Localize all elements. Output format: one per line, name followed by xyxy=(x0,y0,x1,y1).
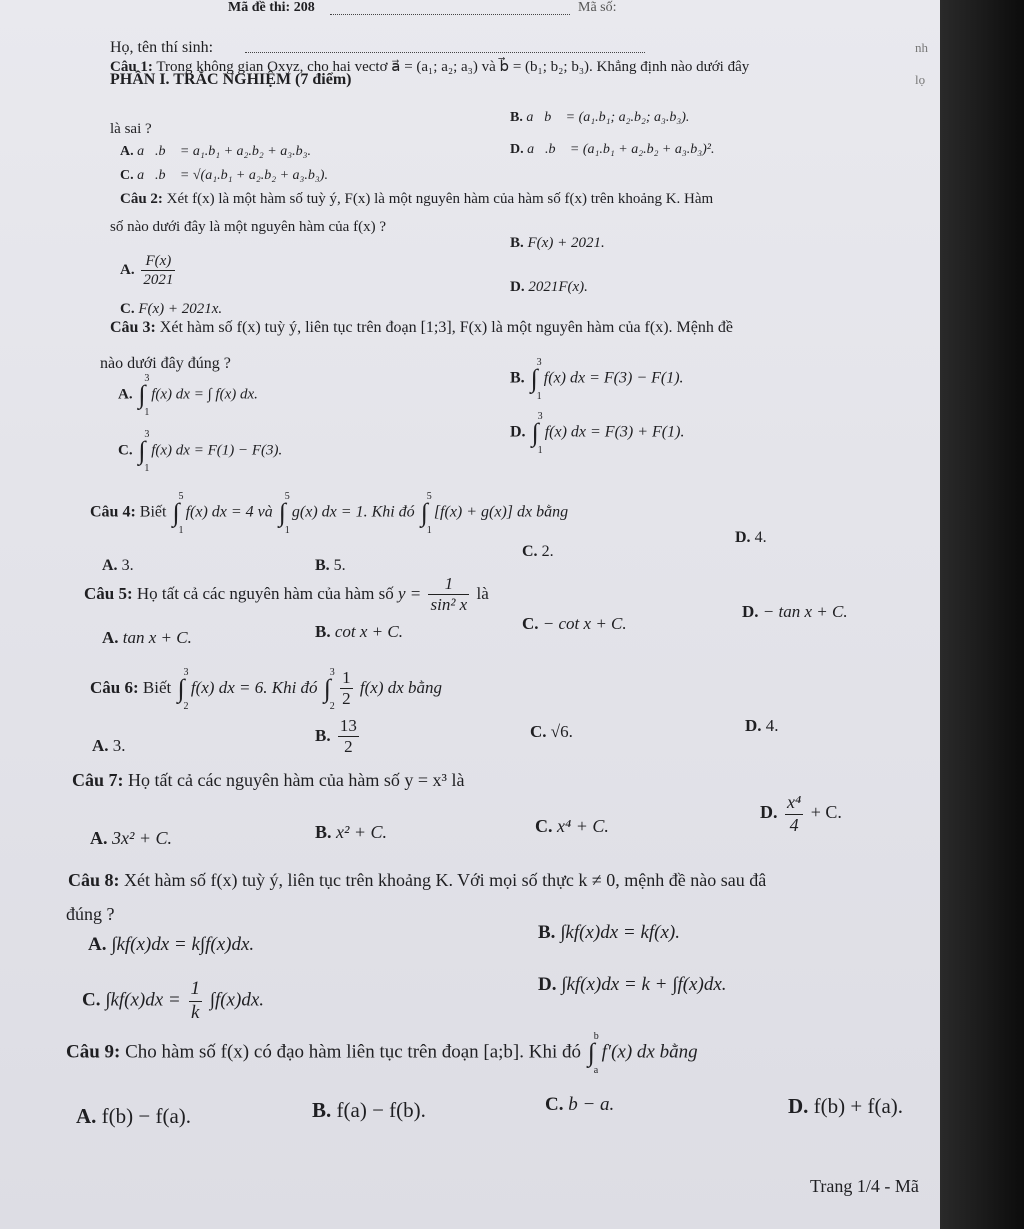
option-letter: A. xyxy=(88,934,107,955)
question-label: Câu 6: xyxy=(90,677,139,697)
upper-limit: 3 xyxy=(144,373,150,384)
header-dotted-line xyxy=(330,14,570,15)
part-title: PHẦN I. TRẮC NGHIỆM (7 điểm) xyxy=(110,71,352,88)
option-letter: D. xyxy=(742,602,759,621)
option-text: f(x) dx = F(3) − F(1). xyxy=(543,369,684,387)
integral-sign: ∫ 5 1 xyxy=(172,491,184,536)
exam-code: Mã đề thi: 208 xyxy=(228,0,315,15)
lower-limit: 1 xyxy=(284,525,290,536)
question-text: Xét hàm số f(x) tuỳ ý, liên tục trên khoảng K. Với mọi số thực k ≠ 0, mệnh đề nào sau đâ xyxy=(124,870,767,890)
q3-option-d[interactable] xyxy=(510,411,685,456)
option-letter: A. xyxy=(102,628,119,647)
q7-option-a[interactable] xyxy=(90,828,172,850)
option-text: F(x) + 2021. xyxy=(527,235,605,251)
option-text: a⃗.b⃗ = a₁.b₁ + a₂.b₂ + a₃.b₃. xyxy=(137,144,311,159)
q4-option-d[interactable] xyxy=(735,528,767,547)
upper-limit: 3 xyxy=(536,357,542,368)
q5-option-a[interactable] xyxy=(102,628,192,648)
q4-option-b[interactable] xyxy=(315,556,346,575)
q6-option-a[interactable] xyxy=(92,736,126,756)
option-letter: A. xyxy=(118,386,133,403)
option-text: f(a) − f(b). xyxy=(336,1098,426,1122)
option-letter: C. xyxy=(535,816,553,836)
question-7-stem xyxy=(72,770,464,792)
q4-option-a[interactable] xyxy=(102,556,134,575)
q9-option-b[interactable] xyxy=(312,1098,426,1123)
option-text: 3. xyxy=(112,736,126,755)
question-text: Họ tất cả các nguyên hàm của hàm số xyxy=(136,583,394,603)
q9-option-d[interactable] xyxy=(788,1094,903,1119)
upper-limit: 3 xyxy=(329,666,335,678)
name-label: Họ, tên thí sinh: xyxy=(110,39,214,56)
question-label: Câu 5: xyxy=(84,583,133,603)
option-letter: D. xyxy=(788,1094,809,1118)
option-letter: D. xyxy=(510,142,524,157)
q7-option-b[interactable] xyxy=(315,822,387,844)
question-6-stem xyxy=(90,668,442,710)
option-letter: D. xyxy=(735,529,751,546)
q6-option-d[interactable] xyxy=(745,716,779,736)
option-text: ∫f(x)dx. xyxy=(209,989,265,1011)
fraction-denominator: sin² x xyxy=(430,595,468,615)
fraction-denominator: k xyxy=(191,1001,200,1023)
question-label: Câu 9: xyxy=(66,1041,121,1063)
fraction-denominator: 2021 xyxy=(143,272,174,288)
option-text: + C. xyxy=(810,802,842,823)
question-2-stem xyxy=(120,190,713,208)
option-text: ∫kf(x)dx = k + ∫f(x)dx. xyxy=(561,974,727,995)
option-letter: B. xyxy=(315,822,332,842)
option-letter: B. xyxy=(315,622,331,641)
question-text: f(x) dx = 4 và xyxy=(185,503,273,521)
fraction-numerator: 1 xyxy=(340,668,353,689)
option-text: 5. xyxy=(333,557,346,574)
q2-option-c[interactable] xyxy=(120,300,222,318)
option-letter: C. xyxy=(545,1094,564,1115)
option-letter: C. xyxy=(530,722,547,741)
option-text: 4. xyxy=(765,716,779,735)
option-text: a⃗b⃗ = (a₁.b₁; a₂.b₂; a₃.b₃). xyxy=(526,110,690,125)
option-text: b − a. xyxy=(568,1094,615,1115)
option-letter: B. xyxy=(312,1098,332,1122)
fraction-numerator: x⁴ xyxy=(785,792,803,815)
option-letter: A. xyxy=(90,828,108,848)
integral-sign: ∫ 3 1 xyxy=(531,411,543,456)
q6-option-c[interactable] xyxy=(530,722,573,742)
option-letter: B. xyxy=(315,557,330,574)
q5-option-b[interactable] xyxy=(315,622,403,642)
option-letter: C. xyxy=(118,442,133,459)
question-text: là xyxy=(476,583,489,603)
q1-option-a[interactable] xyxy=(120,144,311,161)
option-letter: A. xyxy=(102,557,118,574)
q2-option-b[interactable] xyxy=(510,234,605,252)
option-text: f(b) − f(a). xyxy=(101,1104,192,1128)
question-text: Biết xyxy=(142,677,172,697)
fraction-numerator: 1 xyxy=(428,574,469,595)
q2-option-a[interactable] xyxy=(120,252,178,289)
side-note: lọ xyxy=(915,72,926,87)
question-4-stem xyxy=(90,491,569,536)
code-label: Mã số: xyxy=(578,0,617,15)
q4-option-c[interactable] xyxy=(522,542,554,561)
option-letter: A. xyxy=(120,261,135,278)
option-text: ∫kf(x)dx = xyxy=(105,989,181,1011)
integral-sign: ∫ 3 1 xyxy=(138,429,150,474)
upper-limit: b xyxy=(593,1031,599,1042)
option-text: 4. xyxy=(754,529,767,546)
question-5-stem xyxy=(84,574,489,616)
question-1-stem xyxy=(110,58,749,76)
fraction-denominator: 2 xyxy=(344,737,353,757)
lower-limit: a xyxy=(593,1065,599,1076)
option-letter: C. xyxy=(522,543,538,560)
q7-option-d[interactable] xyxy=(760,792,842,836)
option-letter: B. xyxy=(538,922,556,943)
option-text: − tan x + C. xyxy=(762,602,848,621)
upper-limit: 5 xyxy=(178,491,184,502)
page-number: Trang 1/4 - Mã xyxy=(810,1176,919,1196)
q9-option-a[interactable] xyxy=(76,1104,191,1129)
q1-option-d[interactable] xyxy=(510,142,714,159)
question-label: Câu 7: xyxy=(72,770,124,790)
question-9-stem xyxy=(66,1031,698,1076)
option-text: f(x) dx = F(3) + F(1). xyxy=(544,423,685,441)
lower-limit: 1 xyxy=(537,445,543,456)
option-letter: B. xyxy=(510,369,525,387)
question-3-stem xyxy=(110,318,733,337)
option-letter: C. xyxy=(82,989,101,1011)
question-2-stem-2: số nào dưới đây là một nguyên hàm của f(x) ? xyxy=(110,219,386,235)
integral-sign: ∫ 3 1 xyxy=(138,373,150,418)
option-letter: C. xyxy=(120,168,134,183)
option-text: f(x) dx = ∫ f(x) dx. xyxy=(151,386,258,403)
option-text: f(x) dx = F(1) − F(3). xyxy=(151,442,283,459)
option-text: 2021F(x). xyxy=(528,279,588,295)
fraction-numerator: 1 xyxy=(189,978,203,1002)
q1-option-c[interactable] xyxy=(120,168,328,185)
lower-limit: 1 xyxy=(144,463,150,474)
function-lhs: y = xyxy=(397,583,422,603)
q8-option-a[interactable] xyxy=(88,934,254,957)
question-text: Họ tất cả các nguyên hàm của hàm số y = x³ là xyxy=(128,770,465,790)
question-text: g(x) dx = 1. Khi đó xyxy=(291,503,415,521)
option-text: − cot x + C. xyxy=(542,614,627,633)
question-text: f′(x) dx bằng xyxy=(601,1041,698,1063)
upper-limit: 3 xyxy=(537,411,543,422)
question-1-stem-2: là sai ? xyxy=(110,121,152,137)
option-letter: D. xyxy=(760,802,778,823)
option-text: cot x + C. xyxy=(334,622,403,641)
option-letter: D. xyxy=(538,974,557,995)
question-label: Câu 1: xyxy=(110,59,153,75)
fraction-denominator: 4 xyxy=(789,814,799,835)
question-text: Xét hàm số f(x) tuỳ ý, liên tục trên đoạn [1;3], F(x) là một nguyên hàm của f(x). Mệnh đề xyxy=(159,319,733,336)
question-text: f(x) dx = 6. Khi đó xyxy=(190,677,318,697)
q9-option-c[interactable] xyxy=(545,1094,614,1117)
upper-limit: 3 xyxy=(144,429,150,440)
option-letter: B. xyxy=(510,110,523,125)
integral-sign: ∫ 3 1 xyxy=(530,357,542,402)
option-letter: B. xyxy=(315,725,331,745)
dark-background-edge xyxy=(940,0,1024,1229)
question-label: Câu 3: xyxy=(110,319,156,336)
question-text: Cho hàm số f(x) có đạo hàm liên tục trên đoạn [a;b]. Khi đó xyxy=(125,1041,582,1063)
q6-option-b[interactable] xyxy=(315,716,362,758)
integral-sign: ∫ 5 1 xyxy=(278,491,290,536)
option-text: 3x² + C. xyxy=(112,828,173,848)
integral-sign: ∫ 3 2 xyxy=(323,666,335,712)
q8-option-d[interactable] xyxy=(538,974,727,997)
q5-option-d[interactable] xyxy=(742,602,848,622)
fraction-numerator: 13 xyxy=(338,716,359,737)
option-text: 3. xyxy=(121,557,134,574)
name-dotted-line xyxy=(245,52,645,53)
option-letter: A. xyxy=(120,144,134,159)
question-text: [f(x) + g(x)] dx bằng xyxy=(433,503,569,521)
question-8-stem xyxy=(68,870,766,892)
option-text: ∫kf(x)dx = kf(x). xyxy=(560,922,680,943)
option-text: x⁴ + C. xyxy=(557,816,609,836)
q8-option-b[interactable] xyxy=(538,922,680,945)
question-label: Câu 2: xyxy=(120,191,163,207)
fraction-denominator: 2 xyxy=(342,689,351,709)
q8-option-c[interactable] xyxy=(82,978,264,1025)
side-note: nh xyxy=(915,40,928,55)
upper-limit: 3 xyxy=(183,666,189,678)
question-text: Trong không gian Oxyz, cho hai vectơ a⃗ = (a₁; a₂; a₃) và b⃗ = (b₁; b₂; b₃). Khẳng định nào dưới đây xyxy=(156,59,750,75)
option-letter: D. xyxy=(745,716,762,735)
upper-limit: 5 xyxy=(426,491,432,502)
option-text: f(b) + f(a). xyxy=(813,1094,904,1118)
option-text: a⃗.b⃗ = √(a₁.b₁ + a₂.b₂ + a₃.b₃). xyxy=(137,168,328,183)
lower-limit: 1 xyxy=(426,525,432,536)
lower-limit: 1 xyxy=(536,391,542,402)
lower-limit: 1 xyxy=(178,525,184,536)
q1-option-b[interactable] xyxy=(510,110,689,127)
integral-sign: ∫ 3 2 xyxy=(177,666,189,712)
lower-limit: 2 xyxy=(183,700,189,712)
option-text: √6. xyxy=(550,722,573,741)
option-text: F(x) + 2021x. xyxy=(138,301,223,317)
option-text: ∫kf(x)dx = k∫f(x)dx. xyxy=(111,934,255,955)
option-letter: A. xyxy=(76,1104,97,1128)
q3-option-c[interactable] xyxy=(118,429,283,474)
option-text: a⃗.b⃗ = (a₁.b₁ + a₂.b₂ + a₃.b₃)². xyxy=(527,142,715,157)
option-letter: C. xyxy=(522,614,539,633)
option-letter: A. xyxy=(92,736,109,755)
option-letter: C. xyxy=(120,301,135,317)
lower-limit: 2 xyxy=(329,700,335,712)
question-text: f(x) dx bằng xyxy=(359,677,443,697)
upper-limit: 5 xyxy=(284,491,290,502)
integral-sign: ∫ b a xyxy=(587,1031,599,1076)
q3-option-b[interactable] xyxy=(510,357,684,402)
q7-option-c[interactable] xyxy=(535,816,609,838)
question-label: Câu 8: xyxy=(68,870,120,890)
question-text: Biết xyxy=(139,503,167,521)
question-8-stem-2: đúng ? xyxy=(66,904,115,924)
lower-limit: 1 xyxy=(144,407,150,418)
option-letter: D. xyxy=(510,423,526,441)
option-text: 2. xyxy=(541,543,554,560)
question-text: Xét f(x) là một hàm số tuỳ ý, F(x) là một nguyên hàm của hàm số f(x) trên khoảng K. Hàm xyxy=(166,191,714,207)
option-text: tan x + C. xyxy=(122,628,192,647)
q2-option-d[interactable] xyxy=(510,278,588,296)
option-letter: D. xyxy=(510,279,525,295)
integral-sign: ∫ 5 1 xyxy=(420,491,432,536)
q3-option-a[interactable] xyxy=(118,373,258,418)
question-3-stem-2: nào dưới đây đúng ? xyxy=(100,355,231,372)
fraction-numerator: F(x) xyxy=(141,252,175,271)
option-text: x² + C. xyxy=(336,822,388,842)
q5-option-c[interactable] xyxy=(522,614,627,634)
question-label: Câu 4: xyxy=(90,503,136,521)
option-letter: B. xyxy=(510,235,524,251)
